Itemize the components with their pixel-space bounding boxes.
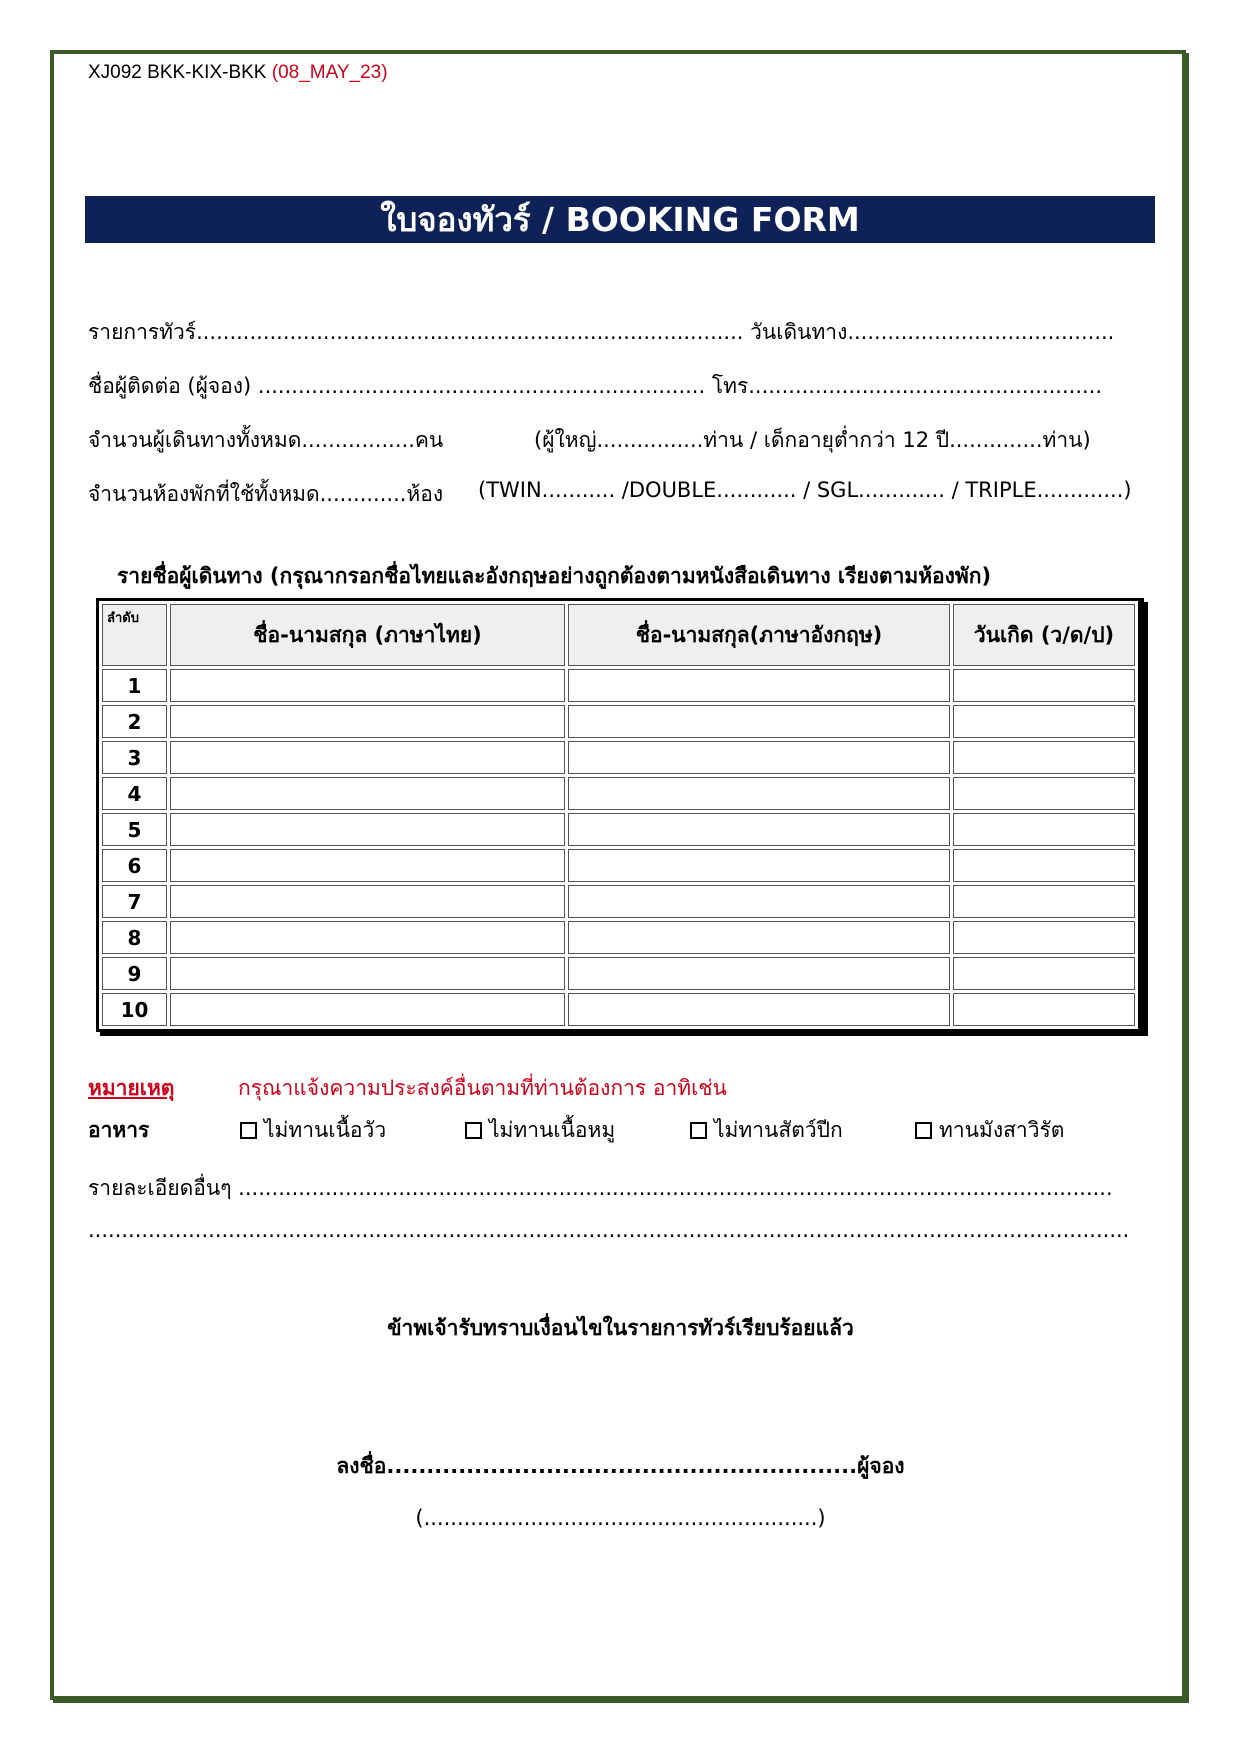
row-number: 5 (102, 813, 167, 846)
english-name-cell[interactable] (568, 669, 950, 702)
table-row (102, 777, 1135, 810)
tour-field[interactable]: รายการทัวร์.................................................................................. วันเดินทาง........................................ (88, 320, 1115, 344)
english-name-cell[interactable] (568, 993, 950, 1026)
col-header-no: ลำดับ (102, 604, 167, 666)
contact-field[interactable]: ชื่อผู้ติดต่อ (ผู้จอง) ................................................................... โทร..................................................... (88, 374, 1103, 398)
food-option-no-beef[interactable] (240, 1114, 386, 1147)
food-option-label: ไม่ทานเนื้อหมู (489, 1118, 616, 1142)
table-header-row (102, 604, 1135, 666)
col-header-english-name: ชื่อ-นามสกุล(ภาษาอังกฤษ) (568, 604, 950, 666)
english-name-cell[interactable] (568, 921, 950, 954)
passenger-table (96, 598, 1144, 1032)
table-row (102, 741, 1135, 774)
details-field-line2[interactable]: ............................................................................................................................................................ (88, 1218, 1130, 1242)
row-number: 9 (102, 957, 167, 990)
birthdate-cell[interactable] (953, 777, 1135, 810)
thai-name-cell[interactable] (170, 921, 565, 954)
thai-name-cell[interactable] (170, 957, 565, 990)
english-name-cell[interactable] (568, 885, 950, 918)
english-name-cell[interactable] (568, 957, 950, 990)
flight-route: XJ092 BKK-KIX-BKK (88, 62, 267, 83)
food-option-label: ทานมังสาวิรัต (939, 1118, 1065, 1142)
thai-name-cell[interactable] (170, 705, 565, 738)
row-number: 4 (102, 777, 167, 810)
checkbox[interactable] (690, 1122, 707, 1139)
thai-name-cell[interactable] (170, 813, 565, 846)
birthdate-cell[interactable] (953, 885, 1135, 918)
thai-name-cell[interactable] (170, 849, 565, 882)
birthdate-cell[interactable] (953, 705, 1135, 738)
birthdate-cell[interactable] (953, 849, 1135, 882)
rooms-breakdown-field[interactable]: (TWIN........... /DOUBLE............ / SGL............. / TRIPLE.............) (478, 478, 1132, 502)
birthdate-cell[interactable] (953, 921, 1135, 954)
table-row (102, 849, 1135, 882)
birthdate-cell[interactable] (953, 993, 1135, 1026)
food-label: อาหาร (88, 1118, 150, 1142)
flight-date: (08_MAY_23) (271, 62, 388, 83)
birthdate-cell[interactable] (953, 813, 1135, 846)
table-row (102, 885, 1135, 918)
table-row (102, 957, 1135, 990)
food-option-label: ไม่ทานสัตว์ปีก (714, 1118, 843, 1142)
food-option-no-poultry[interactable] (690, 1114, 843, 1147)
table-row (102, 921, 1135, 954)
signature-name-line[interactable]: (...........................................................) (415, 1506, 826, 1530)
details-field-line1[interactable]: รายละเอียดอื่นๆ ................................................................................................................................... (88, 1176, 1113, 1200)
table-row (102, 669, 1135, 702)
table-row (102, 993, 1135, 1026)
row-number: 8 (102, 921, 167, 954)
food-option-no-pork[interactable] (465, 1114, 615, 1147)
rooms-total-field[interactable]: จำนวนห้องพักที่ใช้ทั้งหมด.............ห้อง (88, 482, 444, 506)
thai-name-cell[interactable] (170, 669, 565, 702)
travelers-total-field[interactable]: จำนวนผู้เดินทางทั้งหมด.................คน (88, 428, 444, 452)
table-row (102, 813, 1135, 846)
checkbox[interactable] (465, 1122, 482, 1139)
row-number: 7 (102, 885, 167, 918)
thai-name-cell[interactable] (170, 885, 565, 918)
food-option-label: ไม่ทานเนื้อวัว (264, 1118, 387, 1142)
birthdate-cell[interactable] (953, 957, 1135, 990)
travelers-breakdown-field[interactable]: (ผู้ใหญ่................ท่าน / เด็กอายุต่ำกว่า 12 ปี..............ท่าน) (534, 428, 1091, 452)
signature-line[interactable]: ลงชื่อ...........................................................ผู้จอง (336, 1454, 905, 1478)
row-number: 10 (102, 993, 167, 1026)
food-option-vegetarian[interactable] (915, 1114, 1064, 1147)
row-number: 6 (102, 849, 167, 882)
thai-name-cell[interactable] (170, 777, 565, 810)
acknowledgement: ข้าพเจ้ารับทราบเงื่อนไขในรายการทัวร์เรียบร้อยแล้ว (387, 1316, 854, 1340)
row-number: 1 (102, 669, 167, 702)
table-row (102, 705, 1135, 738)
note-text: กรุณาแจ้งความประสงค์อื่นตามที่ท่านต้องการ อาทิเช่น (238, 1076, 727, 1100)
passenger-list-heading: รายชื่อผู้เดินทาง (กรุณากรอกชื่อไทยและอังกฤษอย่างถูกต้องตามหนังสือเดินทาง เรียงตามห้องพัก) (117, 564, 992, 588)
checkbox[interactable] (240, 1122, 257, 1139)
note-label: หมายเหตุ (88, 1076, 175, 1100)
form-title: ใบจองทัวร์ / BOOKING FORM (85, 196, 1155, 243)
flight-code (88, 62, 388, 84)
english-name-cell[interactable] (568, 813, 950, 846)
english-name-cell[interactable] (568, 777, 950, 810)
row-number: 3 (102, 741, 167, 774)
english-name-cell[interactable] (568, 849, 950, 882)
birthdate-cell[interactable] (953, 669, 1135, 702)
col-header-thai-name: ชื่อ-นามสกุล (ภาษาไทย) (170, 604, 565, 666)
col-header-birthdate: วันเกิด (ว/ด/ป) (953, 604, 1135, 666)
thai-name-cell[interactable] (170, 993, 565, 1026)
thai-name-cell[interactable] (170, 741, 565, 774)
row-number: 2 (102, 705, 167, 738)
english-name-cell[interactable] (568, 705, 950, 738)
english-name-cell[interactable] (568, 741, 950, 774)
birthdate-cell[interactable] (953, 741, 1135, 774)
checkbox[interactable] (915, 1122, 932, 1139)
